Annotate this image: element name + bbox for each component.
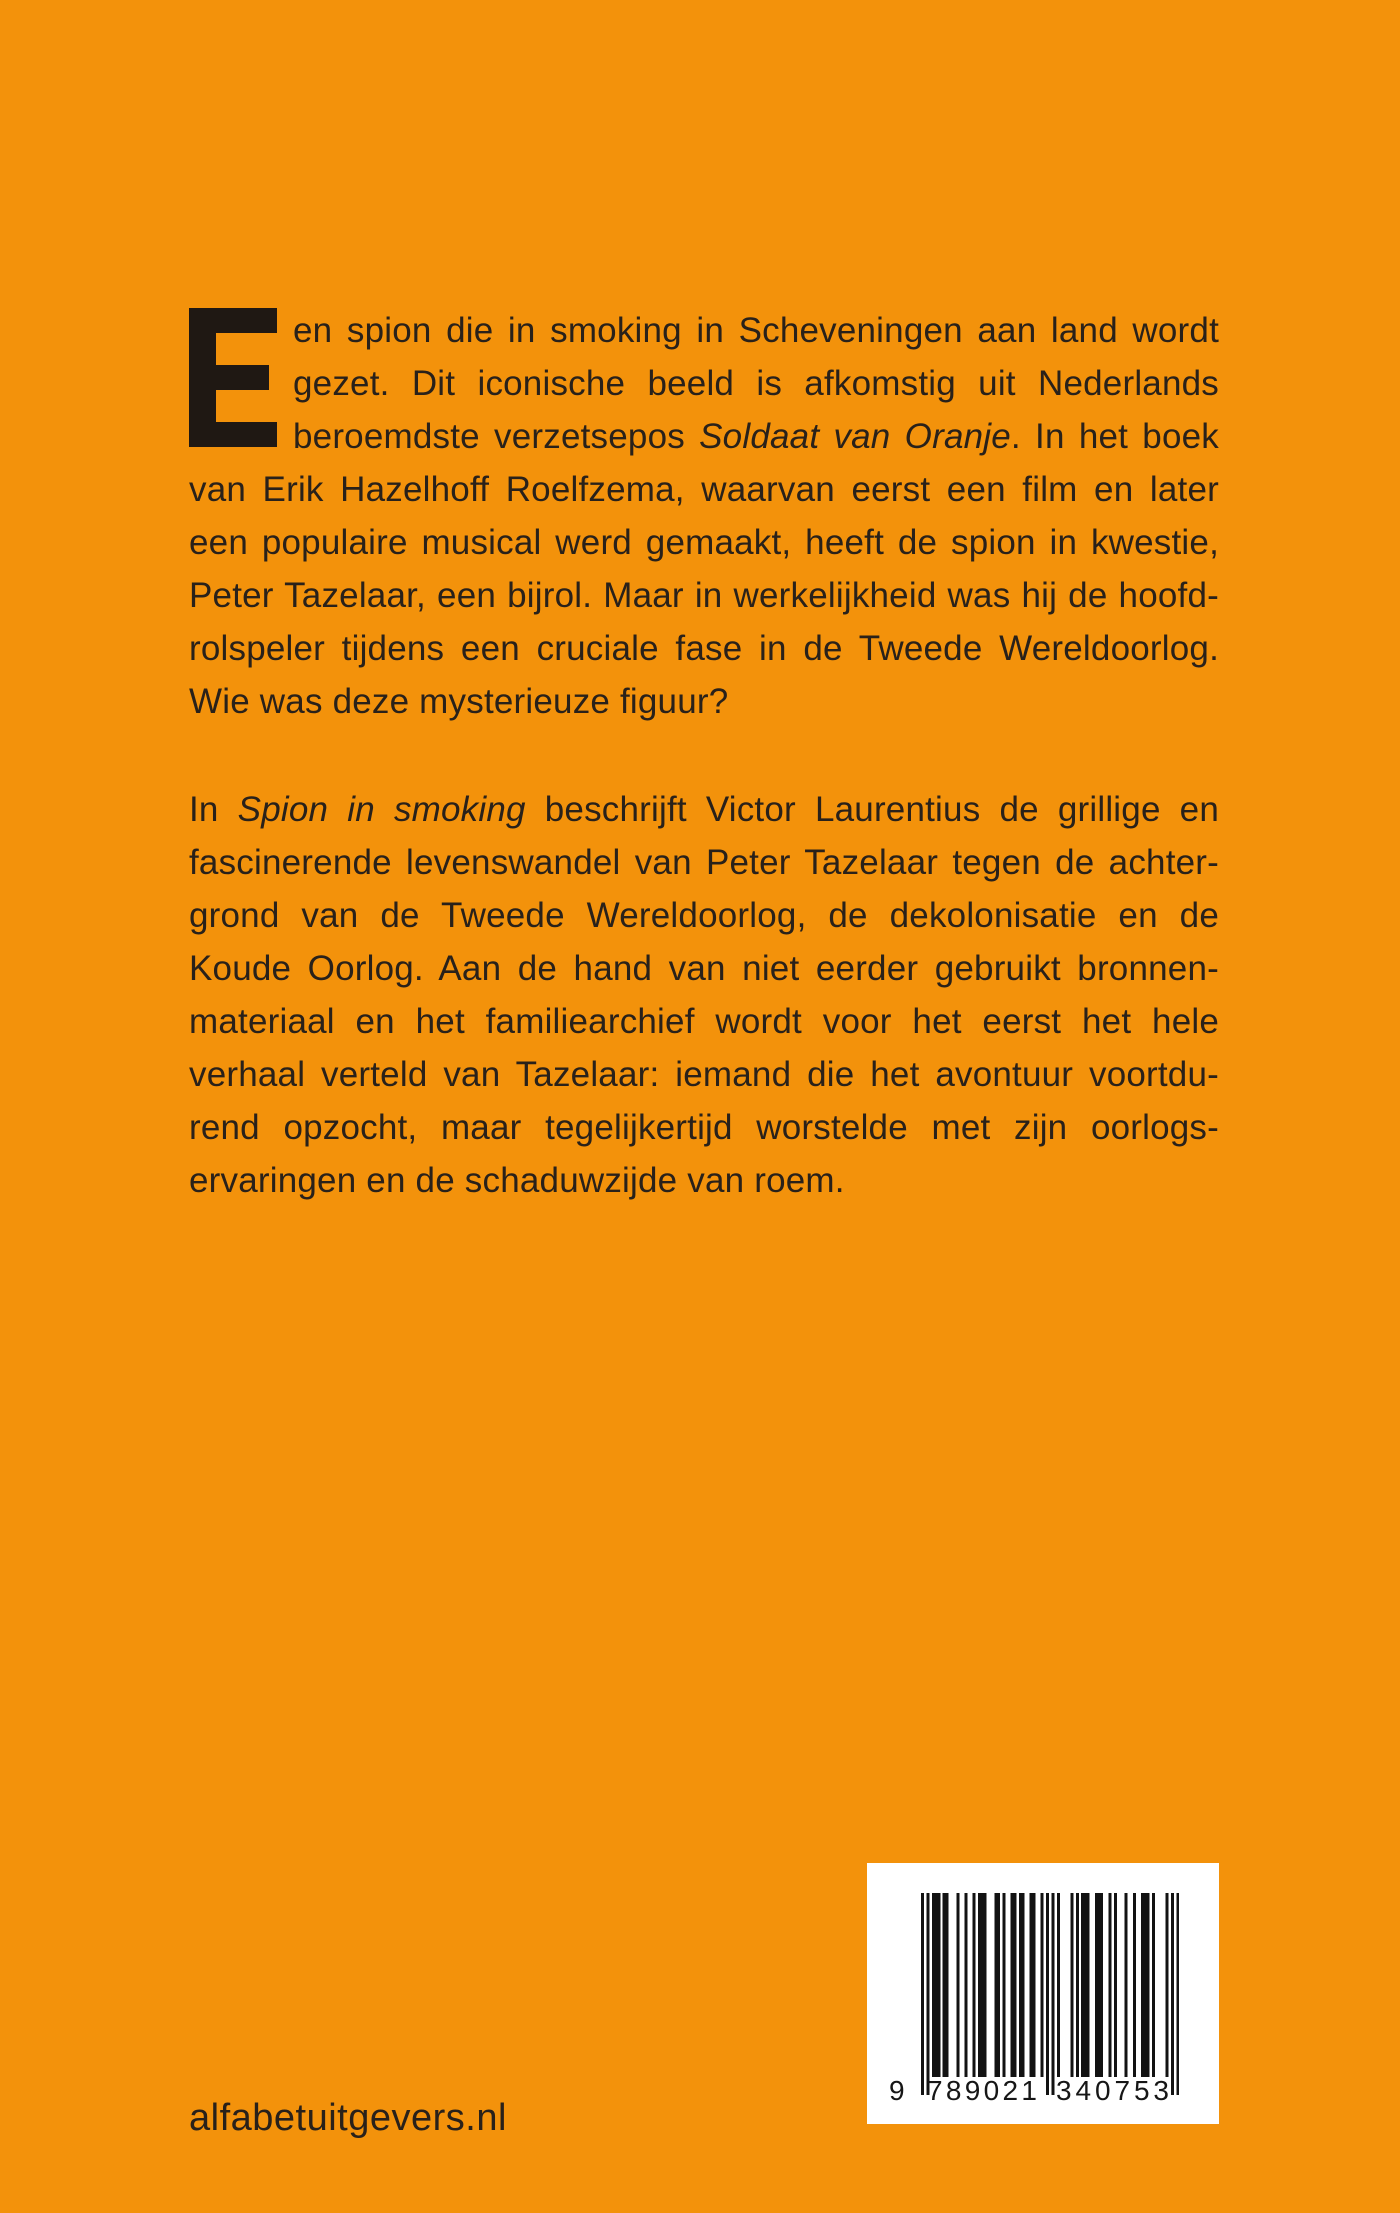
barcode-bar <box>921 1893 924 2095</box>
text-segment: In <box>189 790 238 829</box>
blurb-line <box>189 675 1219 728</box>
barcode-bar <box>1076 1893 1079 2077</box>
barcode-bar <box>994 1893 1000 2077</box>
text-segment: verhaal verteld van Tazelaar: iemand die het avontuur voortdu- <box>189 1055 1219 1094</box>
text-segment: materiaal en het familiearchief wordt voor het eerst het hele <box>189 1002 1219 1041</box>
text-segment: Koude Oorlog. Aan de hand van niet eerder gebruikt bronnen- <box>189 949 1219 988</box>
book-title-italic: Soldaat van Oranje <box>699 417 1011 456</box>
barcode-bars <box>921 1893 1179 2095</box>
blurb-paragraph-1 <box>189 304 1219 728</box>
barcode-bar <box>1165 1893 1168 2077</box>
blurb-line <box>189 783 1219 836</box>
barcode-digit: 2 <box>1002 2075 1019 2106</box>
barcode-digit: 7 <box>927 2075 943 2106</box>
blurb-line <box>189 1048 1219 1101</box>
barcode-bar <box>1176 1893 1179 2095</box>
barcode-bar <box>1051 1893 1054 2095</box>
book-title-italic: Spion in smoking <box>237 790 526 829</box>
barcode-bar <box>1030 1893 1036 2077</box>
text-segment: Wie was deze mysterieuze figuur? <box>189 682 729 721</box>
blurb-line <box>189 1154 1219 1207</box>
barcode-digit: 3 <box>1056 2075 1072 2106</box>
barcode-bar <box>932 1893 940 2077</box>
blurb-text <box>189 304 1219 1207</box>
barcode-digit: 5 <box>1133 2075 1150 2106</box>
blurb-line <box>189 1101 1219 1154</box>
barcode-bar <box>1070 1893 1073 2077</box>
barcode-bar <box>1095 1893 1103 2077</box>
barcode-bar <box>1011 1893 1017 2077</box>
blurb-line <box>189 516 1219 569</box>
blurb-line <box>189 942 1219 995</box>
barcode-bar <box>1081 1893 1089 2077</box>
text-segment: . In het boek <box>1010 417 1219 456</box>
barcode-bar <box>1019 1893 1025 2077</box>
text-segment: beroemdste verzetsepos <box>293 417 700 456</box>
barcode-bar <box>956 1893 959 2077</box>
text-segment: grond van de Tweede Wereldoorlog, de dekolonisatie en de <box>189 896 1219 935</box>
blurb-line <box>189 463 1219 516</box>
barcode-bar <box>1002 1893 1005 2077</box>
text-segment: van Erik Hazelhoff Roelfzema, waarvan eerst een film en later <box>189 470 1219 509</box>
barcode <box>867 1863 1219 2124</box>
blurb-line <box>189 357 1219 410</box>
drop-cap-letter <box>189 304 190 305</box>
blurb-line <box>189 622 1219 675</box>
blurb-line <box>189 569 1219 622</box>
blurb-paragraph-2 <box>189 783 1219 1207</box>
barcode-digit: 9 <box>964 2075 981 2106</box>
barcode-bar <box>973 1893 976 2077</box>
drop-cap-letter-e-glyph <box>189 308 277 447</box>
text-segment: en spion die in smoking in Scheveningen aan land wordt <box>293 311 1219 350</box>
barcode-bar <box>1125 1893 1128 2077</box>
text-segment: een populaire musical werd gemaakt, heeft de spion in kwestie, <box>189 523 1219 562</box>
blurb-line <box>189 836 1219 889</box>
barcode-digit: 1 <box>1021 2075 1037 2106</box>
barcode-bar <box>1171 1893 1174 2095</box>
barcode-digit: 3 <box>1153 2075 1169 2106</box>
text-segment: Peter Tazelaar, een bijrol. Maar in werkelijkheid was hij de hoofd- <box>189 576 1219 615</box>
barcode-bar <box>943 1893 949 2077</box>
barcode-digit: 8 <box>945 2075 962 2106</box>
barcode-bar <box>1133 1893 1136 2077</box>
drop-cap <box>189 304 293 454</box>
barcode-bar <box>1152 1893 1155 2077</box>
barcode-bar <box>1141 1893 1149 2077</box>
barcode-digit-first: 9 <box>889 2075 905 2106</box>
text-segment: rend opzocht, maar tegelijkertijd worstelde met zijn oorlogs- <box>189 1108 1219 1147</box>
blurb-line <box>189 995 1219 1048</box>
blurb-line <box>189 304 1219 357</box>
barcode-bar <box>1108 1893 1111 2077</box>
barcode-bar <box>926 1893 929 2095</box>
barcode-bar <box>964 1893 967 2077</box>
text-segment: rolspeler tijdens een cruciale fase in de Tweede Wereldoorlog. <box>189 629 1219 668</box>
blurb-line <box>189 410 1219 463</box>
text-segment: fascinerende levenswandel van Peter Tazelaar tegen de achter- <box>189 843 1219 882</box>
text-segment: gezet. Dit iconische beeld is afkomstig uit Nederlands <box>293 364 1219 403</box>
text-segment: beschrijft Victor Laurentius de grillige en <box>525 790 1219 829</box>
barcode-digit: 4 <box>1075 2075 1092 2106</box>
publisher-website: alfabetuitgevers.nl <box>189 2097 507 2139</box>
text-segment: ervaringen en de schaduwzijde van roem. <box>189 1161 845 1200</box>
blurb-line <box>189 889 1219 942</box>
barcode-digit: 7 <box>1114 2075 1131 2106</box>
barcode-bar <box>978 1893 986 2077</box>
barcode-bar <box>1114 1893 1117 2077</box>
barcode-digit: 0 <box>983 2075 1000 2106</box>
barcode-digit: 0 <box>1094 2075 1111 2106</box>
barcode-digits-left <box>927 2076 1037 2106</box>
barcode-bar <box>1057 1893 1060 2077</box>
barcode-bar <box>1046 1893 1049 2095</box>
barcode-digits-right <box>1056 2076 1169 2106</box>
barcode-bar <box>1040 1893 1043 2077</box>
